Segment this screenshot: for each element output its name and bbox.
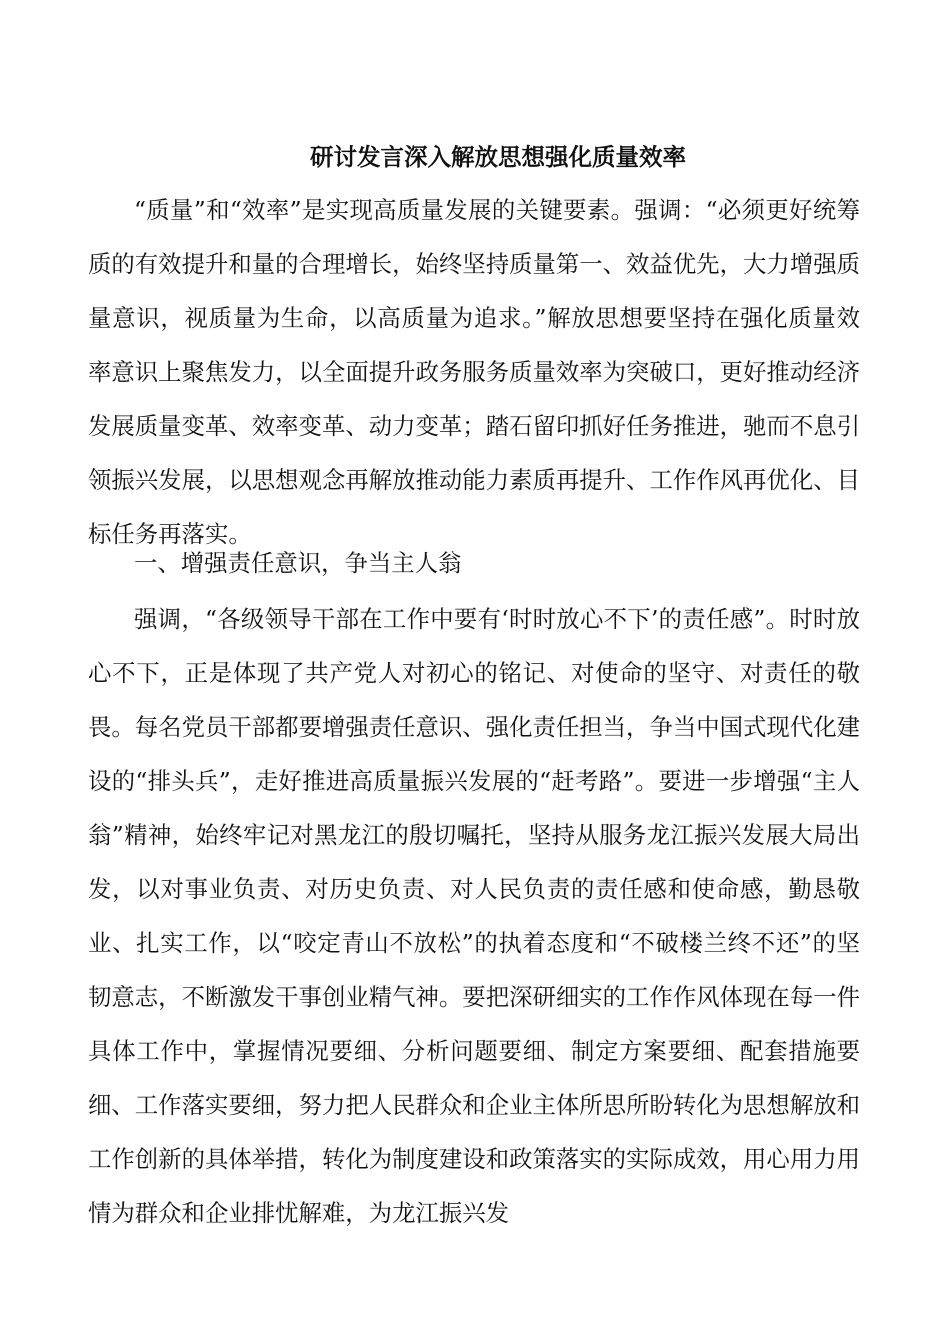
body-paragraph-section-1: 强调，“各级领导干部在工作中要有‘时时放心不下’的责任感”。时时放心不下，正是体现了共产党人对初心的铭记、对使命的坚守、对责任的敬畏。每名党员干部都要增强责任意识、强化责任担当，争当中国式现代化建设的“排头兵”，走好推进高质量振兴发展的“赶考路”。要进一步增强“主人翁”精神，始终牢记对黑龙江的殷切嘱托，坚持从服务龙江振兴发展大局出发，以对事业负责、对历史负责、对人民负责的责任感和使命感，勤恳敬业、扎实工作，以“咬定青山不放松”的执着态度和“不破楼兰终不还”的坚韧意志，不断激发干事创业精气神。要把深研细实的工作作风体现在每一件具体工作中，掌握情况要细、分析问题要细、制定方案要细、配套措施要细、工作落实要细，努力把人民群众和企业主体所思所盼转化为思想解放和工作创新的具体举措，转化为制度建设和政策落实的实际成效，用心用力用情为群众和企业排忧解难，为龙江振兴发 <box>88 605 860 1227</box>
section-heading-1: 一、增强责任意识，争当主人翁 <box>134 549 462 577</box>
body-paragraph-intro: “质量”和“效率”是实现高质量发展的关键要素。强调：“必须更好统筹质的有效提升和量的合理增长，始终坚持质量第一、效益优先，大力增强质量意识，视质量为生命，以高质量为追求。”解放思想要坚持在强化质量效率意识上聚焦发力，以全面提升政务服务质量效率为突破口，更好推动经济发展质量变革、效率变革、动力变革；踏石留印抓好任务推进，驰而不息引领振兴发展，以思想观念再解放推动能力素质再提升、工作作风再优化、目标任务再落实。 <box>88 196 860 548</box>
document-title: 研讨发言深入解放思想强化质量效率 <box>310 143 686 171</box>
